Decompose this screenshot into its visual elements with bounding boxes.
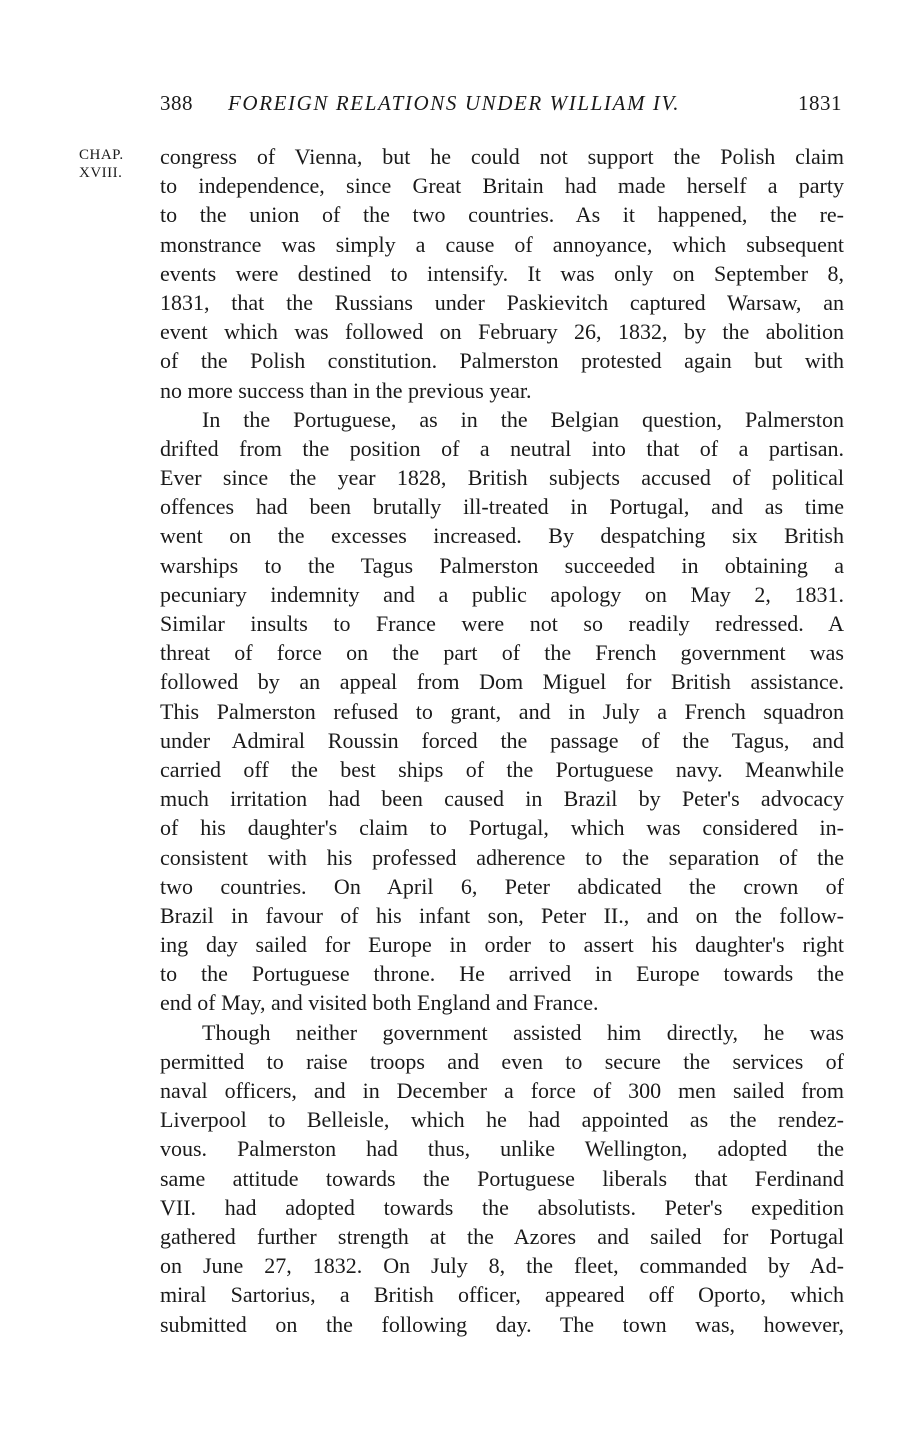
text-line: of his daughter's claim to Portugal, which was considered in-: [160, 815, 844, 841]
text-line: threat of force on the part of the French government was: [160, 640, 844, 666]
text-line: Liverpool to Belleisle, which he had appointed as the rendez-: [160, 1107, 844, 1133]
paragraph-first-line: In the Portuguese, as in the Belgian question, Palmerston: [202, 406, 844, 432]
text-line: events were destined to intensify. It was only on September 8,: [160, 260, 844, 286]
paragraph-first-line: Though neither government assisted him directly, he was: [202, 1019, 844, 1045]
text-line: end of May, and visited both England and France.: [160, 990, 599, 1016]
chapter-side-note: [79, 146, 124, 182]
text-line: on June 27, 1832. On July 8, the fleet, commanded by Ad-: [160, 1253, 844, 1279]
running-title: FOREIGN RELATIONS UNDER WILLIAM IV.: [228, 91, 681, 115]
text-line: under Admiral Roussin forced the passage of the Tagus, and: [160, 727, 844, 753]
text-line: to independence, since Great Britain had made herself a party: [160, 173, 844, 199]
text-line: two countries. On April 6, Peter abdicated the crown of: [160, 873, 844, 899]
text-line: 1831, that the Russians under Paskievitch captured Warsaw, an: [160, 289, 844, 315]
text-line: vous. Palmerston had thus, unlike Wellington, adopted the: [160, 1136, 844, 1162]
page-number: 388: [160, 91, 193, 115]
text-line: Brazil in favour of his infant son, Peter II., and on the follow-: [160, 902, 844, 928]
text-line: VII. had adopted towards the absolutists. Peter's expedition: [160, 1194, 844, 1220]
text-line: to the Portuguese throne. He arrived in Europe towards the: [160, 961, 844, 987]
text-line: miral Sartorius, a British officer, appeared off Oporto, which: [160, 1282, 844, 1308]
side-note-line: XVIII.: [79, 165, 123, 181]
text-line: Similar insults to France were not so readily redressed. A: [160, 611, 844, 636]
text-line: submitted on the following day. The town was, however,: [160, 1311, 844, 1337]
text-line: event which was followed on February 26, 1832, by the abolition: [160, 319, 844, 345]
text-line: ing day sailed for Europe in order to assert his daughter's right: [160, 932, 844, 958]
text-line: Ever since the year 1828, British subjects accused of political: [160, 465, 844, 491]
running-year: 1831: [798, 91, 842, 115]
text-line: offences had been brutally ill-treated in Portugal, and as time: [160, 494, 844, 520]
text-line: carried off the best ships of the Portuguese navy. Meanwhile: [160, 756, 844, 782]
text-line: naval officers, and in December a force of 300 men sailed from: [160, 1078, 844, 1103]
text-line: pecuniary indemnity and a public apology on May 2, 1831.: [160, 581, 844, 607]
text-line: warships to the Tagus Palmerston succeeded in obtaining a: [160, 552, 844, 578]
text-line: went on the excesses increased. By despatching six British: [160, 523, 844, 549]
text-line: consistent with his professed adherence to the separation of the: [160, 844, 844, 870]
side-note-line: CHAP.: [79, 147, 124, 163]
text-line: to the union of the two countries. As it happened, the re-: [160, 202, 844, 228]
text-line: same attitude towards the Portuguese liberals that Ferdinand: [160, 1165, 844, 1191]
text-line: of the Polish constitution. Palmerston protested again but with: [160, 348, 844, 374]
body-text: [160, 142, 844, 1339]
text-line: much irritation had been caused in Brazil by Peter's advocacy: [160, 786, 844, 812]
text-line: congress of Vienna, but he could not support the Polish claim: [160, 144, 844, 169]
text-line: monstrance was simply a cause of annoyance, which subsequent: [160, 231, 844, 257]
text-line: no more success than in the previous year.: [160, 377, 532, 403]
text-line: This Palmerston refused to grant, and in July a French squadron: [160, 698, 844, 724]
text-line: permitted to raise troops and even to secure the services of: [160, 1048, 844, 1074]
text-line: gathered further strength at the Azores and sailed for Portugal: [160, 1223, 844, 1249]
text-line: followed by an appeal from Dom Miguel for British assistance.: [160, 669, 844, 695]
text-line: drifted from the position of a neutral into that of a partisan.: [160, 435, 844, 461]
running-head: [160, 88, 844, 118]
